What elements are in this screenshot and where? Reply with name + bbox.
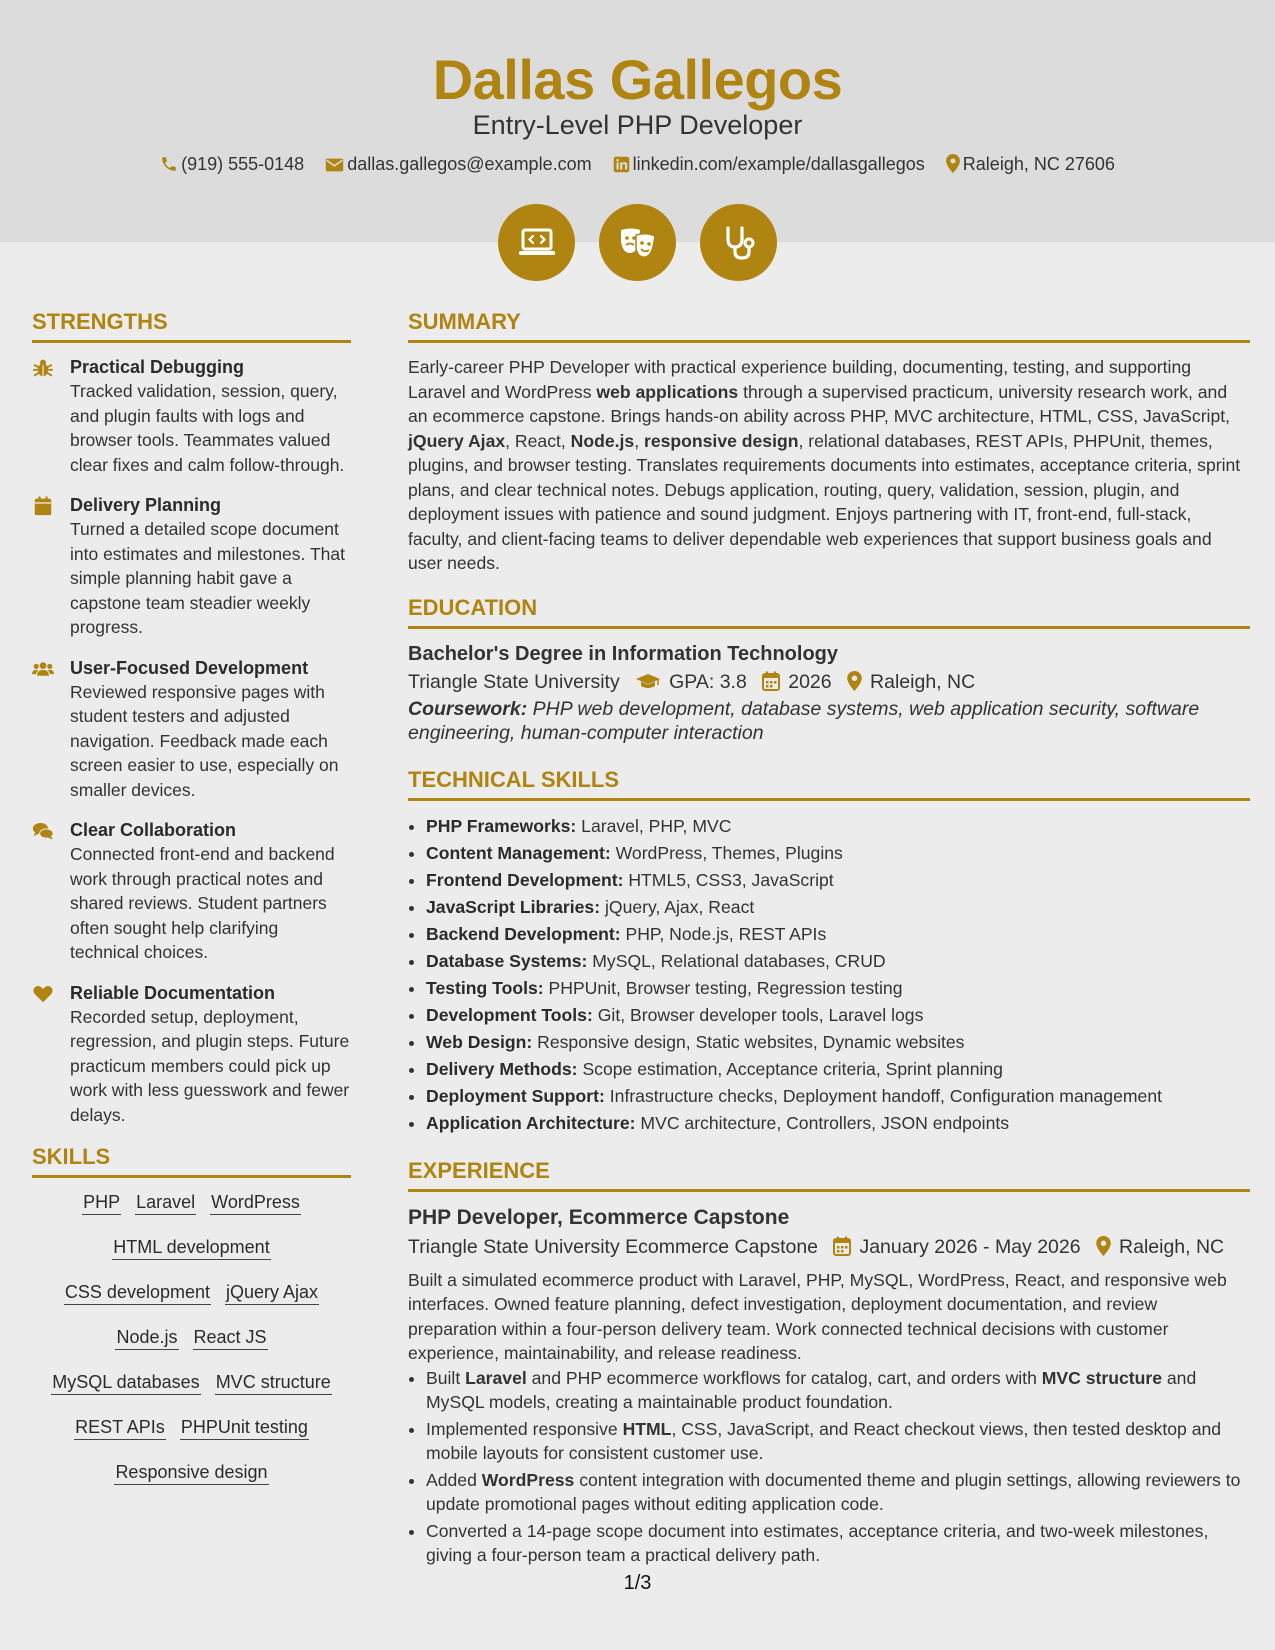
technical-skills-list [408,813,1250,1137]
coursework-list: PHP web development, database systems, web application security, software engineering, human-computer interaction [408,697,1200,744]
technical-skill-value: jQuery, Ajax, React [604,896,755,917]
strength-item [32,818,351,965]
technical-skill-label: JavaScript Libraries: [426,896,601,917]
strength-title: User-Focused Development [70,657,309,678]
gpa: GPA: 3.8 [669,670,747,693]
strength-item [32,981,351,1128]
skill-tag: HTML development [112,1235,270,1260]
map-pin-icon [1096,1236,1111,1256]
technical-skill-label: Development Tools: [426,1004,593,1025]
skill-row [32,1325,351,1351]
technical-skill-value: Infrastructure checks, Deployment handoff, Configuration management [609,1085,1162,1106]
laptop-code-icon [517,227,557,259]
skill-tag: MVC structure [215,1370,332,1395]
contact-row [0,151,1275,177]
page-number: 1/3 [623,1572,652,1594]
skill-row [32,1190,351,1216]
theater-masks-icon [618,226,658,260]
strength-item [32,493,351,640]
technical-skill-label: Content Management: [426,842,611,863]
bug-icon [32,357,54,379]
school-location: Raleigh, NC [870,670,976,693]
skill-tag: PHP [82,1190,121,1215]
summary-segment: , relational databases, REST APIs, PHPUnit, themes, plugins, and browser testing. Translates requirements documents into estimates, acceptance criteria, sprint plans, and clear technical notes. Debugs application, routing, query, validation, session, plugin, and deployment issues with patience and sound judgment. Enjoys partnering with IT, front-end, full-stack, faculty, and client-facing teams to deliver dependable web experiences that support business goals and user needs. [408,430,1241,573]
technical-skill-label: Delivery Methods: [426,1058,578,1079]
right-column [408,308,1250,1570]
technical-skill-value: PHP, Node.js, REST APIs [625,923,827,944]
summary-segment: through a supervised practicum, university research work, and an ecommerce capstone. Brings hands-on ability across PHP, MVC architecture, HTML, CSS, JavaScript, [408,381,1231,426]
strength-title: Clear Collaboration [70,820,237,840]
contact-location: Raleigh, NC 27606 [946,151,1115,177]
technical-skill-item [426,813,1250,840]
envelope-icon [325,157,344,173]
experience-bullet [426,1366,1250,1415]
experience-location: Raleigh, NC [1119,1235,1225,1258]
strength-desc: Turned a detailed scope document into estimates and milestones. That simple planning habit gave a capstone team steadier weekly progress. [70,519,345,637]
school-name: Triangle State University [408,670,620,693]
strength-item [32,656,351,803]
job-title-heading: Entry-Level PHP Developer [472,110,803,140]
experience-bullet [426,1519,1250,1568]
graduation-year: 2026 [788,670,832,693]
phone-icon [160,155,178,173]
users-icon [32,658,54,680]
map-pin-icon [946,154,960,173]
strength-desc: Connected front-end and backend work through practical notes and shared reviews. Student partners often sought help clarifying technical choices. [70,844,335,962]
experience-description: Built a simulated ecommerce product with Laravel, PHP, MySQL, WordPress, React, and responsive web interfaces. Owned feature planning, defect investigation, deployment documentation, and review preparation within a four-person delivery team. Work connected technical decisions with customer experience, maintainability, and release readiness. [408,1269,1227,1363]
education-heading: EDUCATION [408,594,1250,629]
bullet-segment: , CSS, JavaScript, and React checkout views, then tested desktop and mobile layouts for consistent customer use. [426,1418,1222,1463]
technical-skill-value: Responsive design, Static websites, Dynamic websites [537,1031,965,1052]
summary-heading: SUMMARY [408,308,1250,343]
strength-item [32,355,351,477]
skill-row [32,1235,351,1261]
laptop-code-circle [498,204,575,281]
technical-skill-label: Frontend Development: [426,869,624,890]
strength-desc: Recorded setup, deployment, regression, and plugin steps. Future practicum members could pick up work with less guesswork and fewer delays. [70,1006,350,1125]
theater-masks-circle [599,204,676,281]
bullet-segment: Added [426,1469,482,1490]
bullet-keyword: HTML [622,1418,672,1439]
technical-skill-value: Scope estimation, Acceptance criteria, Sprint planning [582,1058,1003,1079]
strength-desc: Tracked validation, session, query, and plugin faults with logs and browser tools. Teammates valued clear fixes and calm follow-through. [70,381,345,475]
summary-keyword: responsive design [643,430,799,451]
summary-segment: Early-career PHP Developer with practical experience building, documenting, testing, and supporting Laravel and WordPress [408,357,1192,402]
skill-row [32,1280,351,1306]
strength-desc: Reviewed responsive pages with student testers and adjusted navigation. Feedback made each screen easier to use, especially on smaller devices. [70,681,339,800]
experience-bullets [408,1366,1250,1568]
skill-tag: REST APIs [74,1415,166,1440]
bullet-keyword: Laravel [465,1367,527,1388]
skill-tag: CSS development [64,1280,211,1305]
heart-icon [32,983,54,1005]
bullet-segment: content integration with documented theme and plugin settings, allowing reviewers to update promotional pages without editing application code. [426,1469,1241,1514]
bullet-segment: and MySQL models, creating a maintainable product foundation. [426,1367,1197,1412]
map-pin-icon [847,671,862,691]
technical-skill-label: Database Systems: [426,950,588,971]
technical-skill-value: Git, Browser developer tools, Laravel logs [597,1004,924,1025]
bullet-segment: Converted a 14-page scope document into estimates, acceptance criteria, and two-week milestones, giving a four-person team a practical delivery path. [426,1520,1209,1565]
linkedin-icon [613,156,630,173]
experience-heading: EXPERIENCE [408,1157,1250,1192]
technical-skill-label: Backend Development: [426,923,621,944]
skill-tag: Node.js [115,1325,178,1350]
calendar-icon [32,495,54,517]
skill-tag: PHPUnit testing [180,1415,309,1440]
contact-email[interactable]: dallas.gallegos@example.com [325,151,591,177]
technical-skill-item [426,975,1250,1002]
coursework [408,697,1250,746]
bullet-segment: Built [426,1367,466,1388]
bullet-segment: and PHP ecommerce workflows for catalog, cart, and orders with [526,1367,1042,1388]
technical-skill-item [426,1029,1250,1056]
left-column [32,308,351,1505]
technical-skill-item [426,948,1250,975]
stethoscope-icon [722,225,756,261]
strength-title: Delivery Planning [70,495,222,515]
contact-linkedin[interactable]: linkedin.com/example/dallasgallegos [613,151,925,177]
technical-skill-label: PHP Frameworks: [426,815,577,836]
summary-text [408,355,1250,576]
technical-skill-value: Laravel, PHP, MVC [581,815,732,836]
technical-skill-value: HTML5, CSS3, JavaScript [628,869,834,890]
experience-bullet [426,1468,1250,1517]
strength-title: Reliable Documentation [70,982,276,1003]
technical-skill-item [426,1002,1250,1029]
technical-skill-value: WordPress, Themes, Plugins [615,842,843,863]
bullet-segment: Implemented responsive [426,1418,623,1439]
skill-row [32,1370,351,1396]
technical-skill-item [426,894,1250,921]
skill-tag: React JS [193,1325,268,1350]
technical-skill-item [426,921,1250,948]
experience-bullet [426,1417,1250,1466]
technical-skill-value: MVC architecture, Controllers, JSON endpoints [640,1112,1010,1133]
comments-icon [32,820,54,842]
degree-title: Bachelor's Degree in Information Technology [408,642,839,665]
strengths-heading: STRENGTHS [32,308,351,343]
technical-skill-item [426,867,1250,894]
skill-tag: MySQL databases [51,1370,200,1395]
technical-skill-label: Application Architecture: [426,1112,636,1133]
calendar-icon [833,1236,851,1256]
summary-keyword: Node.js [570,430,635,451]
experience-org: Triangle State University Ecommerce Capstone [408,1235,819,1258]
candidate-name: Dallas Gallegos [432,48,843,111]
summary-segment: , React, [505,430,571,451]
bullet-keyword: MVC structure [1041,1367,1162,1388]
contact-phone: (919) 555-0148 [160,151,304,177]
strength-title: Practical Debugging [70,357,245,377]
skill-tag: Laravel [135,1190,196,1215]
coursework-label: Coursework: [408,697,528,720]
bullet-keyword: WordPress [481,1469,575,1490]
graduation-cap-icon [635,673,661,691]
technical-skill-item [426,1056,1250,1083]
technical-skill-item [426,1083,1250,1110]
stethoscope-circle [700,204,777,281]
skill-tag: Responsive design [114,1460,268,1485]
technical-skills-heading: TECHNICAL SKILLS [408,766,1250,801]
technical-skill-label: Testing Tools: [426,977,544,998]
technical-skill-value: MySQL, Relational databases, CRUD [592,950,886,971]
experience-job-title: PHP Developer, Ecommerce Capstone [408,1205,790,1229]
skill-tag: WordPress [210,1190,301,1215]
summary-keyword: web applications [596,381,739,402]
skill-row [32,1460,351,1486]
education-meta [408,667,1250,697]
icon-circles [0,204,1275,281]
skill-tag: jQuery Ajax [225,1280,319,1305]
skills-heading: SKILLS [32,1143,351,1178]
skill-row [32,1415,351,1441]
technical-skill-item [426,840,1250,867]
summary-segment: , [634,430,644,451]
technical-skill-value: PHPUnit, Browser testing, Regression testing [548,977,903,998]
technical-skill-label: Web Design: [426,1031,533,1052]
summary-keyword: jQuery Ajax [408,430,506,451]
experience-meta [408,1232,1250,1262]
calendar-icon [762,671,780,691]
technical-skill-item [426,1110,1250,1137]
skills-list [32,1190,351,1486]
experience-dates: January 2026 - May 2026 [859,1235,1081,1258]
technical-skill-label: Deployment Support: [426,1085,605,1106]
